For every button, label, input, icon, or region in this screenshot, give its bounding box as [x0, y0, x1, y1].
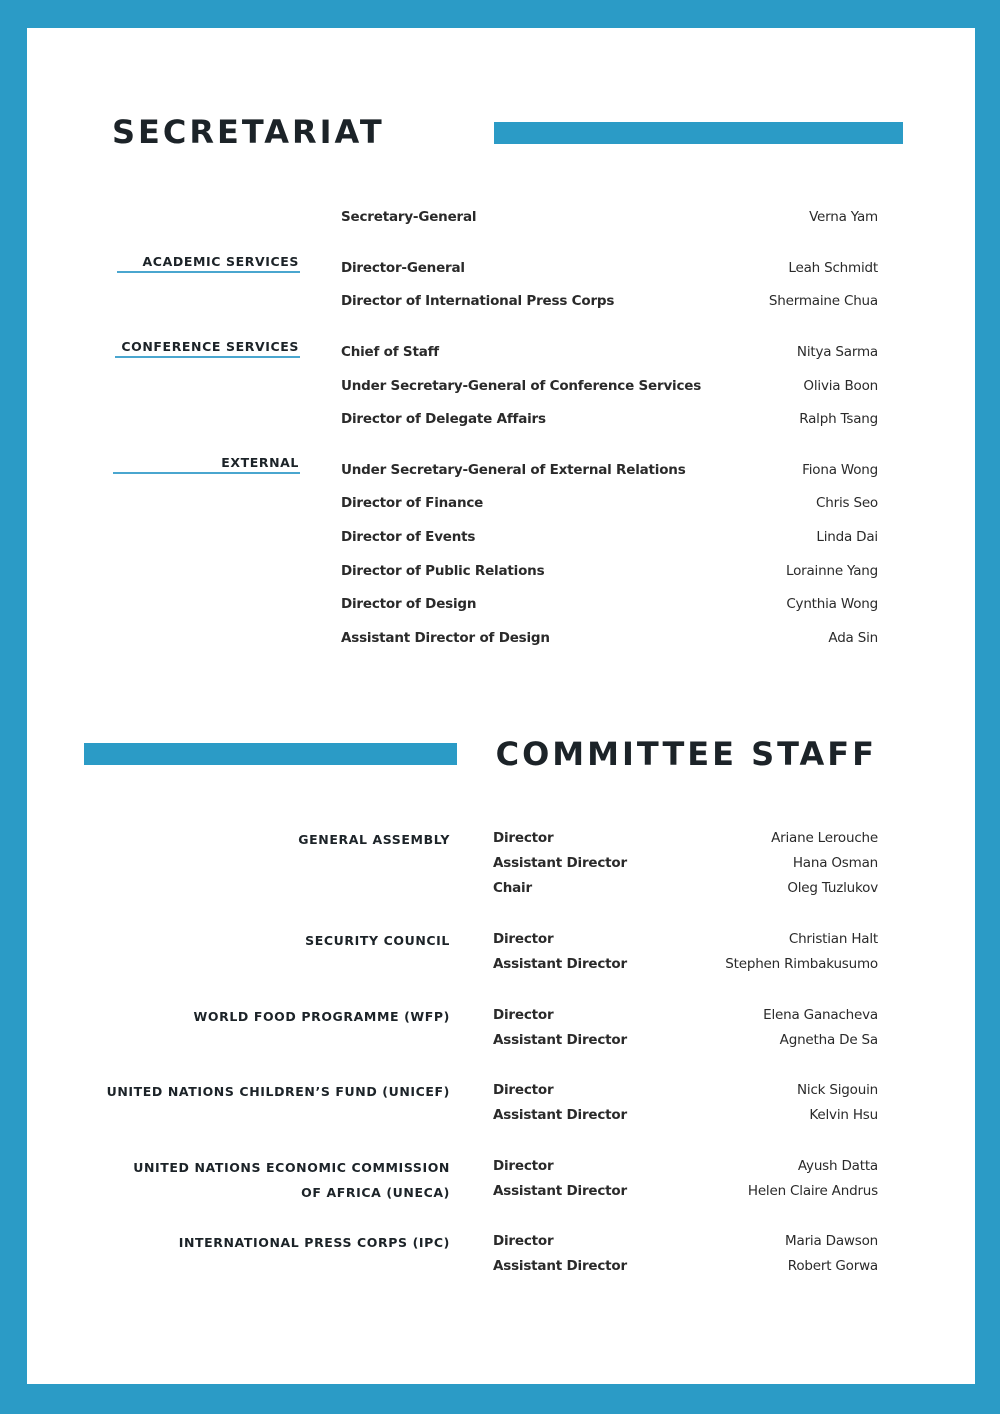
person-name: Ayush Datta — [797, 1158, 878, 1174]
role-label: Director of Events — [341, 529, 476, 545]
person-name: Ralph Tsang — [799, 411, 878, 427]
person-name: Shermaine Chua — [768, 293, 878, 309]
role-label: Under Secretary-General of Conference Services — [341, 378, 702, 394]
person-name: Robert Gorwa — [787, 1258, 878, 1274]
person-name: Leah Schmidt — [788, 260, 878, 276]
committee-name: SECURITY COUNCIL — [305, 933, 450, 948]
role-label: Chair — [493, 880, 532, 896]
role-label: Director — [493, 1233, 554, 1249]
person-name: Stephen Rimbakusumo — [725, 956, 878, 972]
committee-name-line-2: OF AFRICA (UNECA) — [301, 1185, 450, 1200]
role-label: Director — [493, 830, 554, 846]
committee-name: UNITED NATIONS CHILDREN’S FUND (UNICEF) — [106, 1084, 450, 1099]
person-name: Hana Osman — [792, 855, 878, 871]
role-label: Director — [493, 1158, 554, 1174]
section-label-academic-services: ACADEMIC SERVICES — [142, 254, 299, 269]
person-name: Oleg Tuzlukov — [787, 880, 878, 896]
person-name: Linda Dai — [816, 529, 878, 545]
section-rule — [117, 271, 300, 273]
person-name: Verna Yam — [809, 209, 878, 225]
role-label: Secretary-General — [341, 209, 477, 225]
document-page — [27, 28, 975, 1384]
person-name: Chris Seo — [816, 495, 878, 511]
role-label: Director — [493, 1007, 554, 1023]
person-name: Lorainne Yang — [785, 563, 878, 579]
role-label: Director-General — [341, 260, 465, 276]
role-label: Chief of Staff — [341, 344, 439, 360]
person-name: Nick Sigouin — [797, 1082, 878, 1098]
committee-staff-title: COMMITTEE STAFF — [495, 735, 877, 773]
person-name: Nitya Sarma — [796, 344, 878, 360]
role-label: Director of Delegate Affairs — [341, 411, 546, 427]
role-label: Assistant Director — [493, 855, 627, 871]
person-name: Christian Halt — [788, 931, 878, 947]
person-name: Agnetha De Sa — [779, 1032, 878, 1048]
person-name: Ariane Lerouche — [771, 830, 878, 846]
person-name: Fiona Wong — [802, 462, 878, 478]
role-label: Assistant Director — [493, 1258, 627, 1274]
secretariat-title: SECRETARIAT — [112, 113, 385, 151]
section-rule — [113, 472, 300, 474]
person-name: Elena Ganacheva — [763, 1007, 878, 1023]
person-name: Olivia Boon — [803, 378, 878, 394]
role-label: Assistant Director — [493, 1032, 627, 1048]
role-label: Assistant Director — [493, 1183, 627, 1199]
person-name: Ada Sin — [828, 630, 878, 646]
role-label: Director of Public Relations — [341, 563, 545, 579]
section-label-conference-services: CONFERENCE SERVICES — [121, 339, 299, 354]
committee-name: UNITED NATIONS ECONOMIC COMMISSION — [133, 1160, 450, 1175]
role-label: Director — [493, 931, 554, 947]
committee-name: WORLD FOOD PROGRAMME (WFP) — [193, 1009, 450, 1024]
person-name: Cynthia Wong — [786, 596, 878, 612]
section-label-external: EXTERNAL — [221, 455, 299, 470]
committee-name: INTERNATIONAL PRESS CORPS (IPC) — [178, 1235, 450, 1250]
role-label: Director of International Press Corps — [341, 293, 615, 309]
role-label: Assistant Director of Design — [341, 630, 550, 646]
section-rule — [115, 356, 300, 358]
role-label: Director — [493, 1082, 554, 1098]
role-label: Director of Design — [341, 596, 477, 612]
role-label: Assistant Director — [493, 956, 627, 972]
committee-accent-bar — [84, 743, 457, 765]
committee-name: GENERAL ASSEMBLY — [298, 832, 450, 847]
person-name: Helen Claire Andrus — [747, 1183, 878, 1199]
role-label: Assistant Director — [493, 1107, 627, 1123]
secretariat-accent-bar — [494, 122, 903, 144]
role-label: Under Secretary-General of External Relations — [341, 462, 686, 478]
role-label: Director of Finance — [341, 495, 484, 511]
person-name: Kelvin Hsu — [809, 1107, 878, 1123]
person-name: Maria Dawson — [785, 1233, 878, 1249]
